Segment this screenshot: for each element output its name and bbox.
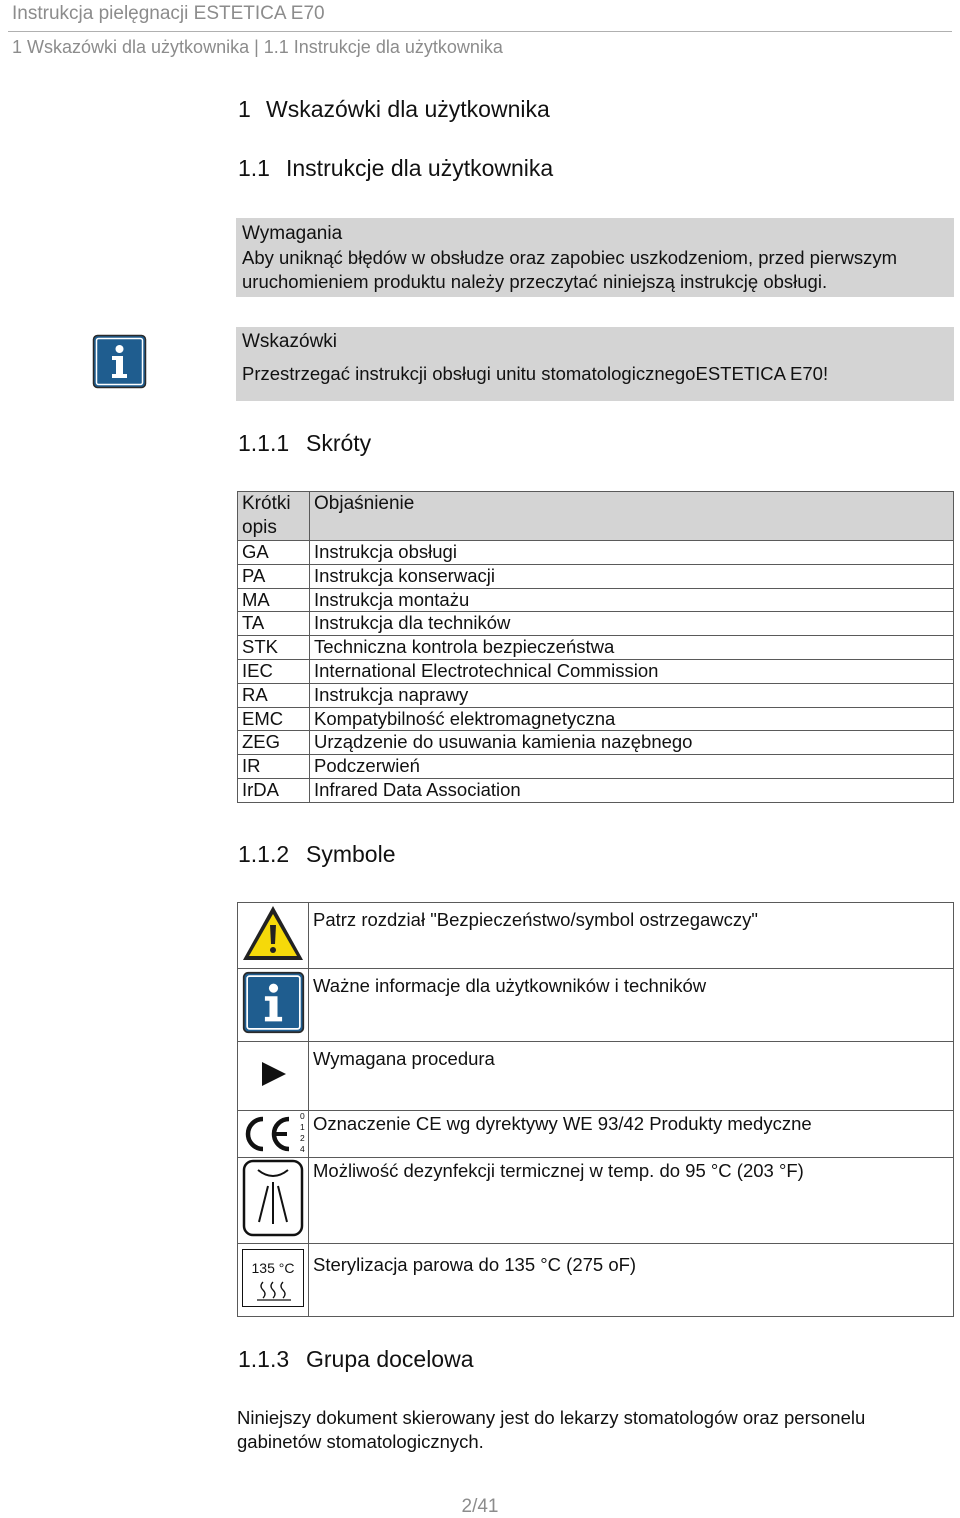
abbr-cell: RA [238, 683, 310, 707]
abbr-cell: PA [238, 564, 310, 588]
symbol-description: Możliwość dezynfekcji termicznej w temp. do 95 °C (203 °F) [309, 1158, 954, 1244]
abbreviations-table [237, 491, 954, 803]
ce-digit: 1 [300, 1122, 305, 1132]
heading-1-1 [238, 155, 553, 182]
heading-abbreviations-number: 1.1.1 [238, 430, 290, 456]
explanation-cell: International Electrotechnical Commission [310, 659, 954, 683]
symbol-cell [238, 1042, 309, 1111]
table-row [238, 778, 954, 802]
symbol-description: Oznaczenie CE wg dyrektywy WE 93/42 Produkty medyczne [309, 1111, 954, 1158]
abbr-cell: IEC [238, 659, 310, 683]
info-icon [242, 971, 305, 1034]
heading-1-1-number: 1.1 [238, 155, 270, 181]
header-divider [8, 31, 952, 32]
explanation-cell: Instrukcja naprawy [310, 683, 954, 707]
table-row [238, 588, 954, 612]
heading-1 [238, 96, 550, 123]
abbr-cell: TA [238, 612, 310, 636]
heading-target-group [238, 1346, 474, 1373]
warning-triangle-icon [240, 903, 306, 963]
symbol-cell [238, 1244, 309, 1317]
table-row [238, 659, 954, 683]
explanation-cell: Instrukcja montażu [310, 588, 954, 612]
heading-symbols-number: 1.1.2 [238, 841, 290, 867]
table-row [238, 731, 954, 755]
heading-1-text: Wskazówki dla użytkownika [266, 96, 550, 122]
explanation-cell: Urządzenie do usuwania kamienia nazębnego [310, 731, 954, 755]
note-box [236, 327, 954, 401]
ce-digit: 0 [300, 1111, 305, 1121]
explanation-cell: Instrukcja dla techników [310, 612, 954, 636]
symbol-description: Ważne informacje dla użytkowników i techników [309, 969, 954, 1042]
explanation-cell: Instrukcja konserwacji [310, 564, 954, 588]
table-row [238, 612, 954, 636]
table-row [238, 1158, 954, 1244]
explanation-cell: Kompatybilność elektromagnetyczna [310, 707, 954, 731]
table-row [238, 683, 954, 707]
table-row [238, 903, 954, 969]
heading-target-group-number: 1.1.3 [238, 1346, 290, 1372]
heading-1-1-text: Instrukcje dla użytkownika [286, 155, 554, 181]
abbr-cell: IrDA [238, 778, 310, 802]
symbol-description: Wymagana procedura [309, 1042, 954, 1111]
table-row [238, 541, 954, 565]
ce-digit: 2 [300, 1133, 305, 1143]
breadcrumb: 1 Wskazówki dla użytkownika | 1.1 Instrukcje dla użytkownika [12, 37, 503, 57]
column-header-short: Krótki opis [238, 492, 310, 541]
requirements-box [236, 218, 954, 297]
symbols-table [237, 902, 954, 1317]
table-row [238, 564, 954, 588]
abbr-cell: MA [238, 588, 310, 612]
note-text: Przestrzegać instrukcji obsługi unitu stomatologicznegoESTETICA E70! [242, 363, 829, 384]
heading-1-number: 1 [238, 96, 251, 122]
play-arrow-icon [258, 1059, 288, 1089]
table-row [238, 636, 954, 660]
symbol-cell [238, 1158, 309, 1244]
explanation-cell: Infrared Data Association [310, 778, 954, 802]
table-row [238, 707, 954, 731]
page-number: 2/41 [461, 1496, 499, 1517]
steam-sterilization-icon [242, 1249, 304, 1307]
explanation-cell: Techniczna kontrola bezpieczeństwa [310, 636, 954, 660]
explanation-cell: Instrukcja obsługi [310, 541, 954, 565]
heading-target-group-text: Grupa docelowa [306, 1346, 474, 1372]
abbr-cell: ZEG [238, 731, 310, 755]
note-title: Wskazówki [242, 331, 338, 352]
heading-symbols [238, 841, 395, 868]
heading-symbols-text: Symbole [306, 841, 396, 867]
abbr-cell: EMC [238, 707, 310, 731]
ce-digit: 4 [300, 1144, 305, 1154]
table-header-row [238, 492, 954, 541]
explanation-cell: Podczerwień [310, 755, 954, 779]
steam-waves-icon [257, 1280, 291, 1302]
abbr-cell: GA [238, 541, 310, 565]
abbr-cell: IR [238, 755, 310, 779]
table-row [238, 1244, 954, 1317]
symbol-cell [238, 969, 309, 1042]
ce-mark-icon [241, 1114, 297, 1154]
target-group-text: Niniejszy dokument skierowany jest do lekarzy stomatologów oraz personelu gabinetów stomatologicznych. [237, 1407, 866, 1452]
requirements-title: Wymagania [242, 223, 343, 244]
steam-temperature-label: 135 °C [251, 1259, 295, 1276]
column-header-explanation: Objaśnienie [310, 492, 954, 541]
heading-abbreviations [238, 430, 371, 457]
requirements-text: Aby uniknąć błędów w obsłudze oraz zapobiec uszkodzeniom, przed pierwszym uruchomieniem produktu należy przeczytać niniejszą instrukcję obsługi. [242, 247, 898, 292]
table-row [238, 755, 954, 779]
symbol-description: Patrz rozdział "Bezpieczeństwo/symbol ostrzegawczy" [309, 903, 954, 969]
thermal-disinfection-icon [241, 1158, 305, 1238]
heading-abbreviations-text: Skróty [306, 430, 372, 456]
symbol-description: Sterylizacja parowa do 135 °C (275 oF) [309, 1244, 954, 1317]
table-row [238, 969, 954, 1042]
table-row [238, 1042, 954, 1111]
symbol-cell [238, 1111, 309, 1158]
document-title: Instrukcja pielęgnacji ESTETICA E70 [12, 3, 325, 24]
info-icon [92, 334, 147, 389]
symbol-cell [238, 903, 309, 969]
table-row [238, 1111, 954, 1158]
abbr-cell: STK [238, 636, 310, 660]
